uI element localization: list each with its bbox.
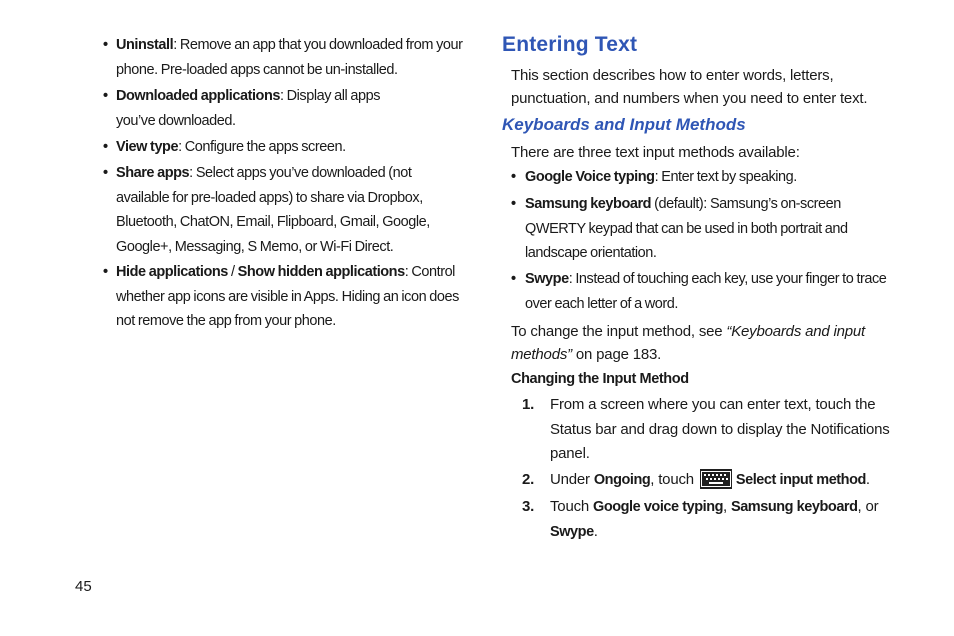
step-2: [522, 468, 912, 493]
bullet-dot: •: [103, 88, 108, 104]
bullet-text: : Control whether app icons are visible in Apps. Hiding an icon does not remove the app from your phone.: [116, 264, 459, 329]
method-text: : Instead of touching each key, use your finger to trace over each letter of a word.: [525, 271, 887, 312]
step-term-2: Select input method: [735, 472, 866, 488]
bullet-dot: •: [103, 139, 108, 155]
subsection-heading: Keyboards and Input Methods: [502, 115, 746, 134]
step-number: 3.: [522, 498, 535, 515]
keyboard-icon: [700, 469, 732, 489]
bullet-dot: •: [103, 165, 108, 181]
step-number: 1.: [522, 396, 535, 413]
bullet-term: Downloaded applications: [116, 88, 280, 104]
step-term: Google voice typing: [593, 499, 724, 515]
method-swype: [511, 267, 911, 316]
change-method-paragraph: [511, 321, 886, 366]
step-1: [522, 393, 912, 467]
step-term-2: Samsung keyboard: [730, 499, 858, 515]
bullet-view-type: [103, 135, 473, 160]
bullet-text: : Select apps you’ve downloaded (not available for pre-loaded apps) to share via Dropbox, Bluetooth, ChatON, Email, Flipboard, Gmail, Google, Google+, Messaging, S Memo, or Wi-Fi Direct.: [116, 165, 430, 255]
change-suffix: on page 183.: [571, 345, 662, 363]
method-term: Google Voice typing: [525, 169, 655, 185]
step-pre: Touch: [550, 498, 593, 515]
bullet-dot: •: [103, 264, 108, 280]
bullet-text: : Display all apps you’ve downloaded.: [116, 88, 380, 129]
step-mid: ,: [723, 498, 731, 515]
step-pre: Under: [550, 471, 594, 488]
step-number: 2.: [522, 471, 535, 488]
bullet-text: : Configure the apps screen.: [178, 139, 346, 155]
bullet-dot: •: [103, 37, 108, 53]
method-google-voice: [511, 165, 911, 190]
bullet-term: View type: [116, 139, 179, 155]
step-mid: , touch: [650, 471, 698, 488]
step-mid-2: , or: [857, 498, 879, 515]
bullet-term: Uninstall: [116, 37, 174, 53]
bullet-hide-applications: [103, 260, 473, 334]
method-text: (default): Samsung’s on-screen QWERTY keypad that can be used in both portrait and landscape orientation.: [525, 196, 848, 261]
cross-reference-link[interactable]: “Keyboards and input methods”: [511, 323, 866, 363]
page-number: 45: [75, 578, 92, 595]
step-post: .: [593, 522, 598, 540]
methods-intro: There are three text input methods available:: [511, 144, 800, 161]
step-3: [522, 495, 912, 544]
bullet-dot: •: [511, 271, 516, 287]
method-text: : Enter text by speaking.: [654, 169, 797, 185]
bullet-share-apps: [103, 161, 473, 259]
bullet-term-2: Show hidden applications: [237, 264, 405, 280]
intro-paragraph: This section describes how to enter words, letters, punctuation, and numbers when you need to enter text.: [511, 67, 868, 107]
step-term-3: Swype: [550, 523, 594, 540]
bullet-uninstall: [103, 33, 473, 82]
section-heading: Entering Text: [502, 33, 638, 56]
method-term: Swype: [525, 271, 569, 287]
change-prefix: To change the input method, see: [511, 323, 727, 340]
step-post: .: [865, 471, 870, 488]
bullet-text: : Remove an app that you downloaded from your phone. Pre-loaded apps cannot be un-installed.: [116, 37, 463, 78]
method-term: Samsung keyboard: [525, 196, 652, 212]
method-samsung-keyboard: [511, 192, 911, 266]
procedure-heading: Changing the Input Method: [511, 371, 689, 387]
bullet-term: Hide applications: [116, 264, 228, 280]
step-text: From a screen where you can enter text, touch the Status bar and drag down to display the Notifications panel.: [550, 396, 890, 462]
bullet-dot: •: [511, 169, 516, 185]
bullet-separator: /: [227, 264, 238, 280]
bullet-dot: •: [511, 196, 516, 212]
bullet-downloaded-applications: [103, 84, 473, 133]
bullet-term: Share apps: [116, 165, 190, 181]
step-term: Ongoing: [593, 472, 651, 488]
